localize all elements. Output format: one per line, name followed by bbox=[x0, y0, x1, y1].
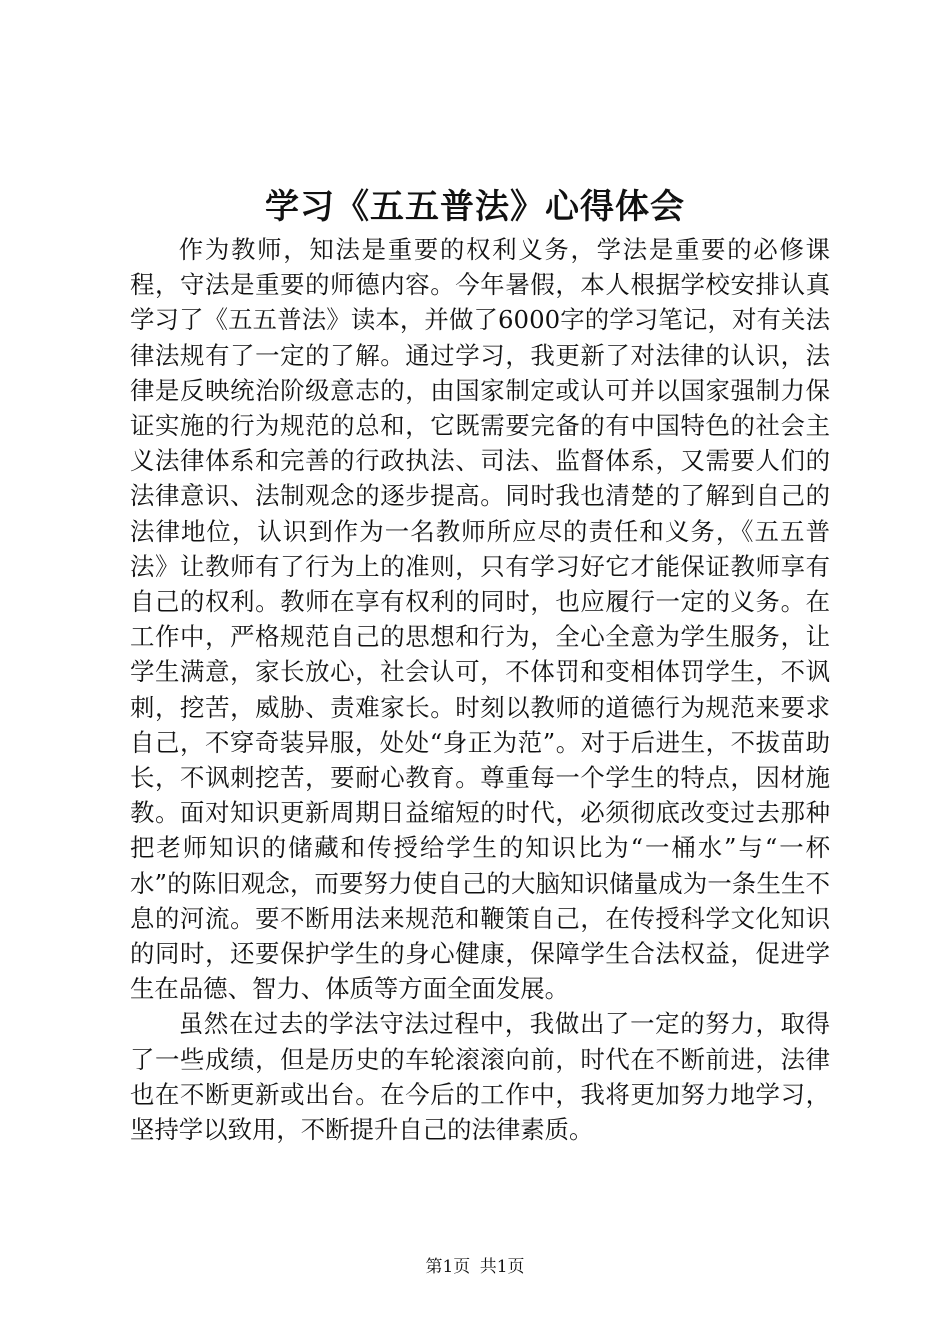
paragraph-1: 作为教师，知法是重要的权利义务，学法是重要的必修课程，守法是重要的师德内容。今年暑假，本人根据学校安排认真学习了《五五普法》读本，并做了6000字的学习笔记，对有关法律法规有了一定的了解。通过学习，我更新了对法律的认识，法律是反映统治阶级意志的，由国家制定或认可并以国家强制力保证实施的行为规范的总和，它既需要完备的有中国特色的社会主义法律体系和完善的行政执法、司法、监督体系，又需要人们的法律意识、法制观念的逐步提高。同时我也清楚的了解到自己的法律地位，认识到作为一名教师所应尽的责任和义务，《五五普法》让教师有了行为上的准则，只有学习好它才能保证教师享有自己的权利。教师在享有权利的同时，也应履行一定的义务。在工作中，严格规范自己的思想和行为，全心全意为学生服务，让学生满意，家长放心，社会认可，不体罚和变相体罚学生，不讽刺，挖苦，威胁、责难家长。时刻以教师的道德行为规范来要求自己，不穿奇装异服，处处“身正为范”。对于后进生，不拔苗助长，不讽刺挖苦，要耐心教育。尊重每一个学生的特点，因材施教。面对知识更新周期日益缩短的时代，必须彻底改变过去那种把老师知识的储藏和传授给学生的知识比为“一桶水”与“一杯水”的陈旧观念，而要努力使自己的大脑知识储量成为一条生生不息的河流。要不断用法来规范和鞭策自己，在传授科学文化知识的同时，还要保护学生的身心健康，保障学生合法权益，促进学生在品德、智力、体质等方面全面发展。 bbox=[130, 235, 830, 1004]
paragraph-2: 虽然在过去的学法守法过程中，我做出了一定的努力，取得了一些成绩，但是历史的车轮滚滚向前，时代在不断前进，法律也在不断更新或出台。在今后的工作中，我将更加努力地学习，坚持学以致用，不断提升自己的法律素质。 bbox=[130, 1009, 830, 1145]
page-title: 学习《五五普法》心得体会 bbox=[265, 187, 685, 227]
page-number-footer: 第1页 共1页 bbox=[425, 1257, 525, 1277]
document-body bbox=[130, 232, 830, 1147]
